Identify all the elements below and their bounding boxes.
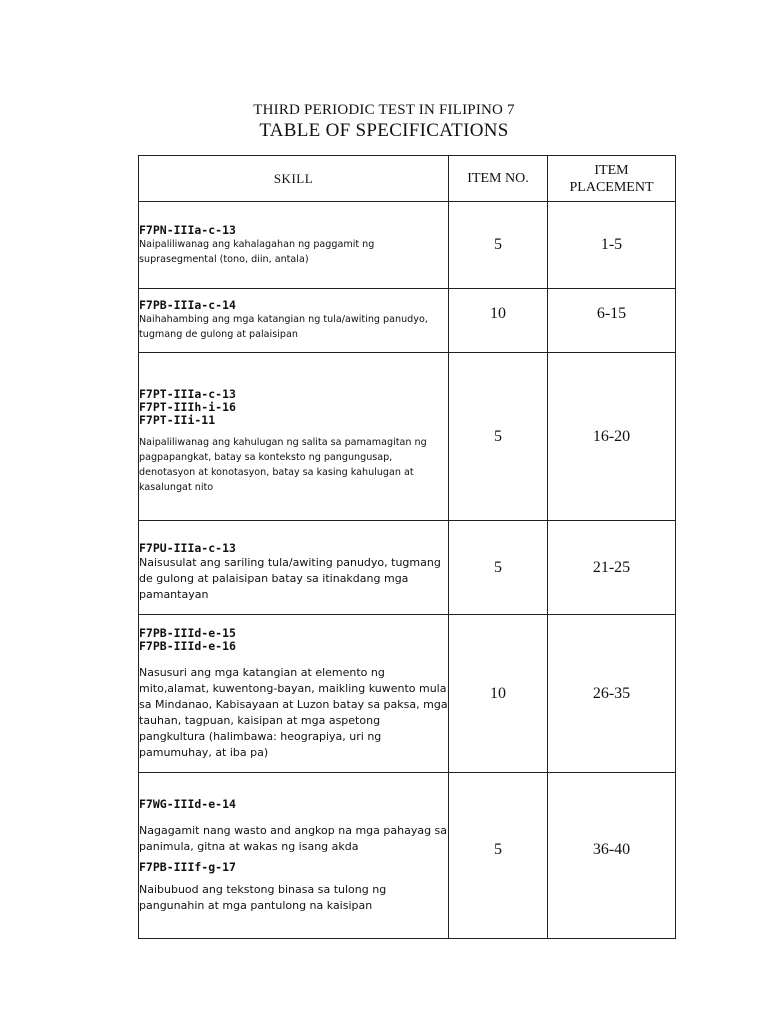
item-count: 5 [449, 773, 548, 939]
skill-cell [139, 202, 449, 289]
competency-description: Naisusulat ang sariling tula/awiting panudyo, tugmang de gulong at palaisipan batay sa itinakdang mga pamantayan [139, 556, 441, 601]
skill-cell [139, 353, 449, 521]
table-row [139, 289, 676, 353]
table-row [139, 615, 676, 773]
competency-description: Naipaliliwanag ang kahalagahan ng paggamit ng suprasegmental (tono, diin, antala) [139, 238, 375, 265]
item-placement: 26-35 [548, 615, 676, 773]
column-header-item-no: ITEM NO. [449, 156, 548, 202]
item-count: 5 [449, 353, 548, 521]
item-count: 5 [449, 202, 548, 289]
competency-code: F7PB-IIIa-c-14 [139, 298, 236, 312]
skill-cell [139, 289, 449, 353]
column-header-placement-line1: ITEM [594, 162, 629, 178]
skill-cell [139, 615, 449, 773]
specifications-table [138, 155, 676, 939]
item-count: 5 [449, 521, 548, 615]
competency-code: F7PB-IIId-e-16 [139, 638, 236, 653]
table-row [139, 353, 676, 521]
competency-code: F7PB-IIIf-g-17 [139, 859, 236, 874]
column-header-item-placement [548, 156, 676, 202]
competency-code: F7PB-IIId-e-15 [139, 625, 236, 640]
item-placement: 16-20 [548, 353, 676, 521]
column-header-placement-line2: PLACEMENT [569, 179, 654, 195]
item-placement: 36-40 [548, 773, 676, 939]
competency-code: F7PT-IIIh-i-16 [139, 400, 236, 414]
item-placement: 6-15 [548, 289, 676, 353]
competency-code: F7PT-IIIa-c-13 [139, 387, 236, 401]
competency-description: Naibubuod ang tekstong binasa sa tulong ng pangunahin at mga pantulong na kaisipan [139, 882, 387, 912]
item-count: 10 [449, 289, 548, 353]
table-header-row [139, 156, 676, 202]
table-row [139, 773, 676, 939]
test-title: THIRD PERIODIC TEST IN FILIPINO 7 [253, 102, 515, 118]
competency-description: Naipaliliwanag ang kahulugan ng salita sa pamamagitan ng pagpapangkat, batay sa konteksto ng pangungusap, denotasyon at konotasyon, batay sa kasing kahulugan at kasalungat nito [139, 437, 427, 493]
competency-description: Nasusuri ang mga katangian at elemento ng mito,alamat, kuwentong-bayan, maikling kuwento mula sa Mindanao, Kabisayaan at Luzon batay sa paksa, mga tauhan, tagpuan, kaisipan at mga aspetong pangkultura (halimbawa: heograpiya, uri ng pamumuhay, at iba pa) [139, 665, 448, 759]
column-header-skill: SKILL [139, 156, 449, 202]
item-placement: 1-5 [548, 202, 676, 289]
competency-code: F7WG-IIId-e-14 [139, 796, 236, 811]
competency-description: Naihahambing ang mga katangian ng tula/awiting panudyo, tugmang de gulong at palaisipan [139, 314, 428, 340]
skill-cell [139, 773, 449, 939]
skill-cell [139, 521, 449, 615]
item-placement: 21-25 [548, 521, 676, 615]
competency-code: F7PT-IIi-11 [139, 413, 216, 427]
competency-code: F7PN-IIIa-c-13 [139, 222, 236, 237]
table-row [139, 202, 676, 289]
table-row [139, 521, 676, 615]
competency-code: F7PU-IIIa-c-13 [139, 541, 236, 555]
competency-description: Nagagamit nang wasto and angkop na mga pahayag sa panimula, gitna at wakas ng isang akda [139, 823, 448, 853]
item-count: 10 [449, 615, 548, 773]
document-title: TABLE OF SPECIFICATIONS [259, 120, 509, 141]
